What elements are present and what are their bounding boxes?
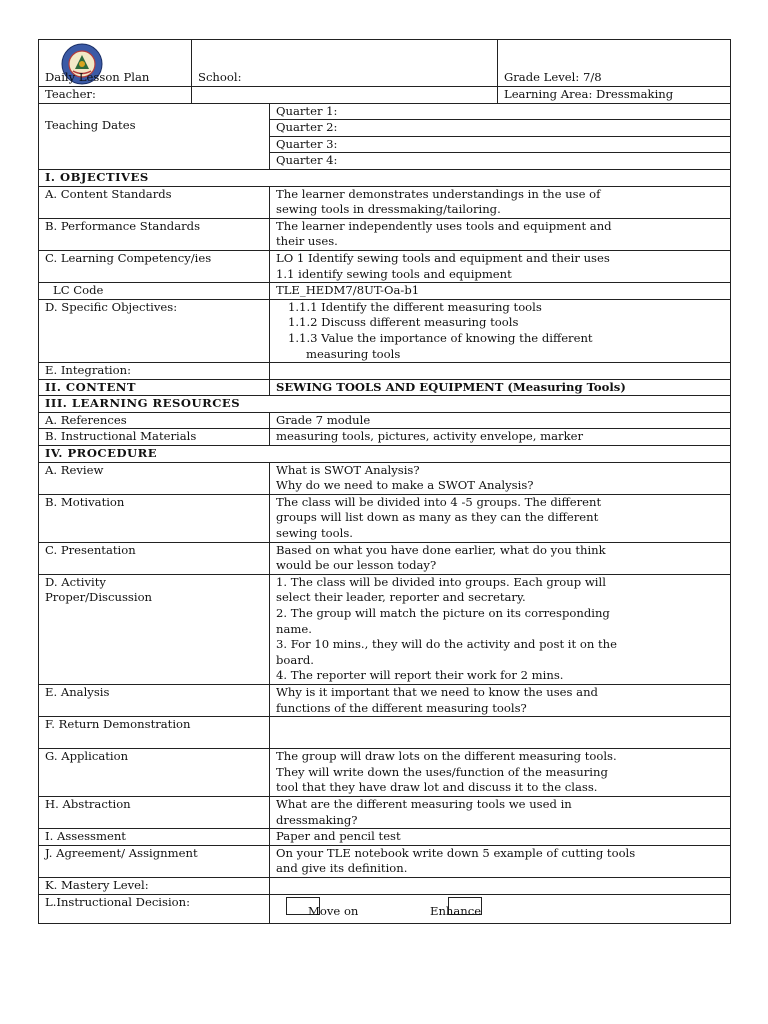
row-value <box>270 684 731 716</box>
text-line: 1.1 identify sewing tools and equipment <box>276 266 512 281</box>
text-line: sewing tools. <box>276 526 353 541</box>
text-line: their uses. <box>276 234 338 249</box>
text-line: 2. The group will match the picture on its corresponding <box>276 606 610 620</box>
row-value: Grade 7 module <box>270 412 731 429</box>
section-heading: III. LEARNING RESOURCES <box>39 396 731 413</box>
assessment-row <box>39 829 731 846</box>
text-line: dressmaking? <box>276 812 358 827</box>
lc-code-row <box>39 283 731 300</box>
mastery-row <box>39 877 731 894</box>
decision-row <box>39 894 731 923</box>
quarter-1: Quarter 1: <box>270 103 731 120</box>
row-value <box>270 877 731 894</box>
text-line: The learner independently uses tools and equipment and <box>276 218 612 233</box>
text-line: board. <box>276 652 314 667</box>
text-line: Proper/Discussion <box>45 590 153 605</box>
teaching-dates-row <box>39 103 731 120</box>
row-label: D. Specific Objectives: <box>39 299 270 362</box>
row-value: SEWING TOOLS AND EQUIPMENT (Measuring Tools) <box>270 379 731 396</box>
row-label: G. Application <box>39 749 270 797</box>
row-value <box>270 749 731 797</box>
grade-cell <box>498 40 731 87</box>
competency-row <box>39 250 731 282</box>
document-title: Daily Lesson Plan <box>45 70 150 85</box>
return-demo-row <box>39 717 731 749</box>
text-line: 3. For 10 mins., they will do the activity and post it on the <box>276 637 617 652</box>
row-label: C. Presentation <box>39 542 270 574</box>
text-line: Based on what you have done earlier, what do you think <box>276 542 606 557</box>
decision-area <box>276 895 724 923</box>
row-label: E. Integration: <box>39 363 270 380</box>
text-line: groups will list down as many as they can the different <box>276 510 599 525</box>
text-line: functions of the different measuring tools? <box>276 700 527 715</box>
abstraction-row <box>39 796 731 828</box>
text-line: Why is it important that we need to know the uses and <box>276 684 598 699</box>
analysis-row <box>39 684 731 716</box>
objectives-heading-row <box>39 169 731 186</box>
section-heading: II. CONTENT <box>39 379 270 396</box>
row-label: I. Assessment <box>39 829 270 846</box>
row-value <box>270 542 731 574</box>
row-label: C. Learning Competency/ies <box>39 250 270 282</box>
row-value <box>270 186 731 218</box>
row-label: A. Content Standards <box>39 186 270 218</box>
row-label: A. References <box>39 412 270 429</box>
row-value <box>270 574 731 684</box>
quarter-3: Quarter 3: <box>270 136 731 153</box>
review-row <box>39 462 731 494</box>
text-line: They will write down the uses/function of the measuring <box>276 764 608 779</box>
text-line: and give its definition. <box>276 861 408 876</box>
presentation-row <box>39 542 731 574</box>
teacher-row <box>39 87 731 104</box>
activity-row <box>39 574 731 684</box>
row-label: F. Return Demonstration <box>39 717 270 749</box>
text-line: 4. The reporter will report their work for 2 mins. <box>276 668 564 683</box>
decision-options <box>270 894 731 923</box>
row-value <box>270 462 731 494</box>
row-label <box>39 574 270 684</box>
row-value: measuring tools, pictures, activity envelope, marker <box>270 429 731 446</box>
row-value: Paper and pencil test <box>270 829 731 846</box>
text-line: 1.1.3 Value the importance of knowing the different <box>288 330 593 345</box>
materials-row <box>39 429 731 446</box>
text-line: Why do we need to make a SWOT Analysis? <box>276 478 534 493</box>
row-value <box>270 845 731 877</box>
references-row <box>39 412 731 429</box>
learning-area: Learning Area: Dressmaking <box>498 87 731 104</box>
row-value <box>270 717 731 749</box>
school-cell <box>192 40 498 87</box>
row-value <box>270 250 731 282</box>
text-line: D. Activity <box>45 574 106 589</box>
lesson-plan-table <box>38 39 731 924</box>
text-line: What are the different measuring tools we used in <box>276 796 572 811</box>
row-label: B. Performance Standards <box>39 218 270 250</box>
section-heading: IV. PROCEDURE <box>39 446 731 463</box>
content-row <box>39 379 731 396</box>
row-label: K. Mastery Level: <box>39 877 270 894</box>
text-line: 1.1.2 Discuss different measuring tools <box>288 315 519 330</box>
integration-row <box>39 363 731 380</box>
teacher-label: Teacher: <box>39 87 192 104</box>
row-label: B. Motivation <box>39 494 270 542</box>
text-line: The class will be divided into 4 -5 groups. The different <box>276 494 602 509</box>
row-label: J. Agreement/ Assignment <box>39 845 270 877</box>
teacher-value <box>192 87 498 104</box>
text-line: 1. The class will be divided into groups. Each group will <box>276 574 606 589</box>
row-label: H. Abstraction <box>39 796 270 828</box>
row-value <box>270 363 731 380</box>
row-value: TLE_HEDM7/8UT-Oa-b1 <box>270 283 731 300</box>
quarter-2: Quarter 2: <box>270 120 731 137</box>
motivation-row <box>39 494 731 542</box>
text-line: measuring tools <box>306 346 401 361</box>
row-value <box>270 299 731 362</box>
performance-standards-row <box>39 218 731 250</box>
text-line: 1.1.1 Identify the different measuring tools <box>288 299 542 314</box>
text-line: The group will draw lots on the different measuring tools. <box>276 749 617 764</box>
enhance-label: Enhance <box>430 903 482 918</box>
assignment-row <box>39 845 731 877</box>
grade-level: Grade Level: 7/8 <box>504 70 602 85</box>
move-on-label: Move on <box>308 903 359 918</box>
row-label: LC Code <box>39 283 270 300</box>
text-line: What is SWOT Analysis? <box>276 462 420 477</box>
header-row <box>39 40 731 87</box>
teaching-dates-label: Teaching Dates <box>39 103 270 169</box>
text-line: would be our lesson today? <box>276 558 437 573</box>
school-label: School: <box>198 70 242 85</box>
application-row <box>39 749 731 797</box>
text-line: select their leader, reporter and secretary. <box>276 590 526 605</box>
text-line: tool that they have draw lot and discuss it to the class. <box>276 780 598 795</box>
content-standards-row <box>39 186 731 218</box>
resources-heading-row <box>39 396 731 413</box>
row-value <box>270 218 731 250</box>
text-line: The learner demonstrates understandings in the use of <box>276 186 601 201</box>
text-line: sewing tools in dressmaking/tailoring. <box>276 202 501 217</box>
row-value <box>270 796 731 828</box>
text-line: On your TLE notebook write down 5 example of cutting tools <box>276 845 636 860</box>
row-label: L.Instructional Decision: <box>39 894 270 923</box>
title-cell <box>39 40 192 87</box>
procedure-heading-row <box>39 446 731 463</box>
row-label: B. Instructional Materials <box>39 429 270 446</box>
specific-objectives-row <box>39 299 731 362</box>
row-label: E. Analysis <box>39 684 270 716</box>
quarter-4: Quarter 4: <box>270 153 731 170</box>
row-value <box>270 494 731 542</box>
text-line: LO 1 Identify sewing tools and equipment and their uses <box>276 250 610 265</box>
row-label: A. Review <box>39 462 270 494</box>
text-line: name. <box>276 621 312 636</box>
section-heading: I. OBJECTIVES <box>39 169 731 186</box>
